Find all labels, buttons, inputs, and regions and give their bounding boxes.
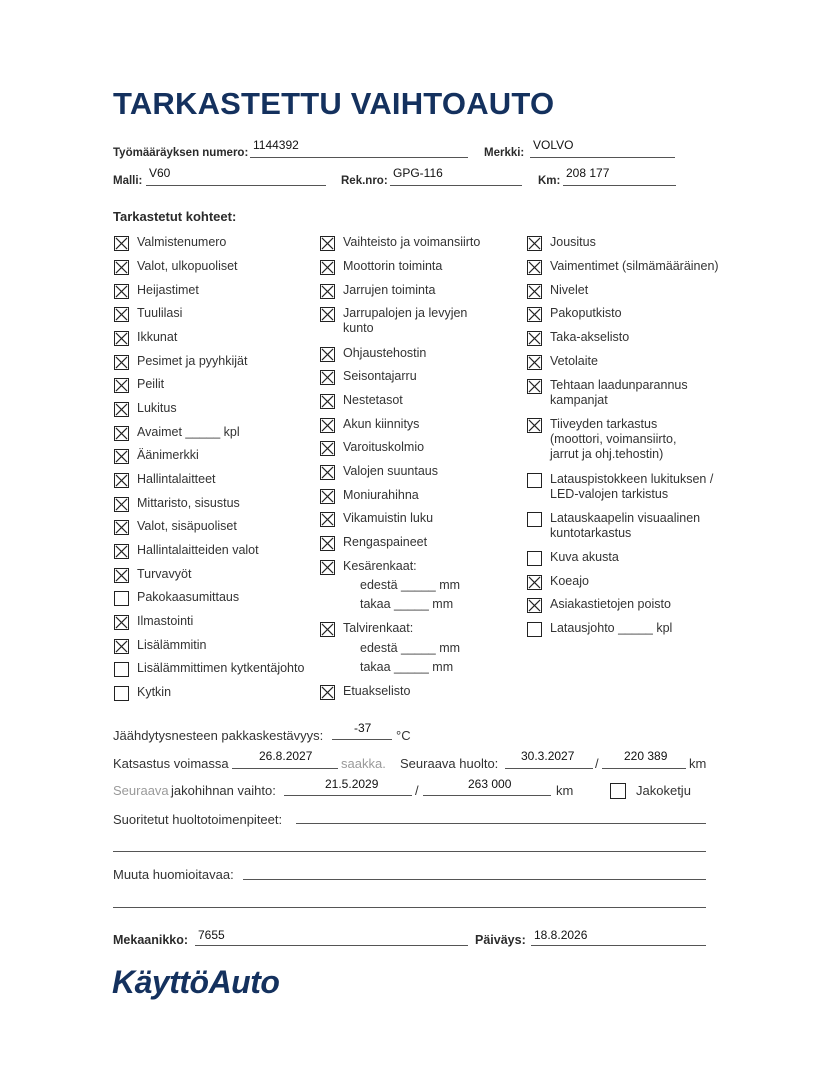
make-line — [530, 157, 675, 158]
checklist-item-label: Tiiveyden tarkastus (moottori, voimansiirto, jarrut ja ohj.tehostin) — [550, 417, 677, 461]
notes-line-1[interactable] — [243, 879, 706, 880]
checkbox-1-13[interactable] — [320, 560, 335, 575]
checklist-item-label: Latauskaapelin visuaalinen kuntotarkastus — [550, 511, 701, 540]
checkbox-2-3[interactable] — [527, 307, 542, 322]
reg-line — [390, 185, 522, 186]
checkbox-0-3[interactable] — [114, 307, 129, 322]
mechanic-line — [195, 945, 468, 946]
checkbox-0-0[interactable] — [114, 236, 129, 251]
checked-items-title: Tarkastetut kohteet: — [113, 209, 237, 224]
checklist-item-label: Peilit — [137, 377, 165, 391]
mechanic-label: Mekaanikko: — [113, 933, 189, 947]
checkbox-1-11[interactable] — [320, 512, 335, 527]
workorder-label: Työmääräyksen numero: — [113, 147, 249, 159]
make-field[interactable]: VOLVO — [533, 138, 574, 152]
checklist-item-label: Vikamuistin luku — [343, 511, 434, 525]
reg-field[interactable]: GPG-116 — [393, 166, 443, 180]
checklist-item-label: Taka-akselisto — [550, 330, 630, 344]
checklist-item-label: Vaimentimet (silmämääräinen) — [550, 259, 719, 273]
checkbox-1-3[interactable] — [320, 307, 335, 322]
checklist-item-label: Varoituskolmio — [343, 440, 425, 454]
coolant-field[interactable]: -37 — [354, 721, 372, 735]
model-line — [146, 185, 326, 186]
coolant-label: Jäähdytysnesteen pakkaskestävyys: — [113, 728, 324, 743]
coolant-unit: °C — [396, 728, 411, 743]
checklist-item-label: Vetolaite — [550, 354, 598, 368]
date-line — [531, 945, 706, 946]
workorder-line — [250, 157, 468, 158]
checklist-item-label: Akun kiinnitys — [343, 417, 420, 431]
checklist-item-label: Latauspistokkeen lukituksen / LED-valojen tarkistus — [550, 472, 714, 501]
make-label: Merkki: — [484, 147, 525, 159]
timing-chain-label: Jakoketju — [636, 783, 691, 798]
checklist-item-label: Tuulilasi — [137, 306, 183, 320]
checkbox-0-17[interactable] — [114, 639, 129, 654]
checklist-item-label: Kytkin — [137, 685, 172, 699]
checklist-item-label: Kuva akusta — [550, 550, 619, 564]
date-label: Päiväys: — [475, 933, 526, 947]
checkbox-2-6[interactable] — [527, 379, 542, 394]
coolant-line — [332, 739, 392, 740]
kayttoauto-logo: KäyttöAuto — [112, 964, 280, 1000]
checkbox-1-12[interactable] — [320, 536, 335, 551]
checkbox-1-1[interactable] — [320, 260, 335, 275]
checklist-item-label: Ilmastointi — [137, 614, 194, 628]
checkbox-0-7[interactable] — [114, 402, 129, 417]
checkbox-0-10[interactable] — [114, 473, 129, 488]
checklist-item-label: Lisälämmitin — [137, 638, 207, 652]
checklist-item-label: Jousitus — [550, 235, 596, 249]
checklist-item-label: Heijastimet — [137, 283, 199, 297]
checklist-item-label: Valot, sisäpuoliset — [137, 519, 237, 533]
next-service-km-unit: km — [689, 756, 707, 771]
checkbox-1-8[interactable] — [320, 441, 335, 456]
checklist-item-label: Avaimet _____ kpl — [137, 425, 240, 439]
checklist-item-label: Rengaspaineet — [343, 535, 428, 549]
checkbox-1-9[interactable] — [320, 465, 335, 480]
checkbox-0-18[interactable] — [114, 662, 129, 677]
inspection-line — [232, 768, 338, 769]
winter-front-depth[interactable]: edestä _____ mm — [360, 641, 461, 655]
inspection-suffix: saakka. — [341, 756, 386, 771]
checkbox-0-13[interactable] — [114, 544, 129, 559]
checkbox-2-9[interactable] — [527, 512, 542, 527]
notes-label: Muuta huomioitavaa: — [113, 867, 234, 882]
checkbox-2-1[interactable] — [527, 260, 542, 275]
checkbox-0-4[interactable] — [114, 331, 129, 346]
checkbox-2-12[interactable] — [527, 598, 542, 613]
next-service-km-field[interactable]: 220 389 — [624, 749, 668, 763]
checkbox-2-10[interactable] — [527, 551, 542, 566]
checkbox-0-12[interactable] — [114, 520, 129, 535]
checkbox-1-4[interactable] — [320, 347, 335, 362]
checklist-item-label: Nestetasot — [343, 393, 403, 407]
next-service-km-line — [602, 768, 686, 769]
checklist-item-label: Valmistenumero — [137, 235, 227, 249]
timing-chain-checkbox[interactable] — [610, 783, 626, 799]
checklist-item-label: Ohjaustehostin — [343, 346, 427, 360]
checkbox-1-15[interactable] — [320, 685, 335, 700]
checkbox-1-7[interactable] — [320, 418, 335, 433]
checkbox-0-2[interactable] — [114, 284, 129, 299]
checklist-item-label: Asiakastietojen poisto — [550, 597, 671, 611]
workorder-field[interactable]: 1144392 — [253, 138, 299, 152]
timing-belt-date-field[interactable]: 21.5.2029 — [325, 777, 379, 791]
service-done-line-1[interactable] — [296, 823, 706, 824]
inspection-label: Katsastus voimassa — [113, 756, 229, 771]
notes-line-2[interactable] — [113, 907, 706, 908]
checkbox-2-7[interactable] — [527, 418, 542, 433]
next-service-date-field[interactable]: 30.3.2027 — [521, 749, 575, 763]
checklist-item-label: Moniurahihna — [343, 488, 419, 502]
checkbox-2-4[interactable] — [527, 331, 542, 346]
summer-rear-depth[interactable]: takaa _____ mm — [360, 597, 454, 611]
checklist-item-label: Valojen suuntaus — [343, 464, 438, 478]
checkbox-0-16[interactable] — [114, 615, 129, 630]
timing-belt-label-faint: Seuraava — [113, 783, 169, 798]
inspection-field[interactable]: 26.8.2027 — [259, 749, 313, 763]
reg-label: Rek.nro: — [341, 175, 388, 187]
checklist-item-label: Valot, ulkopuoliset — [137, 259, 238, 273]
timing-belt-slash: / — [415, 783, 419, 798]
checklist-item-label: Jarrupalojen ja levyjen kunto — [343, 306, 468, 335]
checkbox-0-6[interactable] — [114, 378, 129, 393]
checkbox-0-9[interactable] — [114, 449, 129, 464]
timing-belt-date-line — [284, 795, 412, 796]
checklist-item-label: Nivelet — [550, 283, 589, 297]
checkbox-2-11[interactable] — [527, 575, 542, 590]
checkbox-2-5[interactable] — [527, 355, 542, 370]
next-service-slash: / — [595, 756, 599, 771]
checkbox-1-10[interactable] — [320, 489, 335, 504]
checklist-item-label: Seisontajarru — [343, 369, 417, 383]
checklist-item-label: Jarrujen toiminta — [343, 283, 436, 297]
winter-rear-depth[interactable]: takaa _____ mm — [360, 660, 454, 674]
checkbox-0-1[interactable] — [114, 260, 129, 275]
checklist-item-label: Kesärenkaat: — [343, 559, 417, 573]
checklist-item-label: Mittaristo, sisustus — [137, 496, 240, 510]
next-service-label: Seuraava huolto: — [400, 756, 499, 771]
checklist-item-label: Hallintalaitteet — [137, 472, 216, 486]
date-field[interactable]: 18.8.2026 — [534, 928, 588, 942]
checklist-item-label: Lukitus — [137, 401, 177, 415]
checklist-item-label: Hallintalaitteiden valot — [137, 543, 259, 557]
summer-front-depth[interactable]: edestä _____ mm — [360, 578, 461, 592]
checklist-item-label: Etuakselisto — [343, 684, 411, 698]
checkbox-2-13[interactable] — [527, 622, 542, 637]
checklist-item-label: Pakokaasumittaus — [137, 590, 240, 604]
mechanic-field[interactable]: 7655 — [198, 928, 225, 942]
checkbox-2-8[interactable] — [527, 473, 542, 488]
checkbox-0-5[interactable] — [114, 355, 129, 370]
checkbox-0-8[interactable] — [114, 426, 129, 441]
checklist-item-label: Pakoputkisto — [550, 306, 622, 320]
checklist-item-label: Latausjohto _____ kpl — [550, 621, 673, 635]
checklist-item-label: Moottorin toiminta — [343, 259, 443, 273]
model-field[interactable]: V60 — [149, 166, 171, 180]
km-line — [563, 185, 676, 186]
timing-belt-km-line — [423, 795, 551, 796]
checkbox-1-0[interactable] — [320, 236, 335, 251]
page-title: TARKASTETTU VAIHTOAUTO — [113, 86, 555, 121]
checkbox-2-2[interactable] — [527, 284, 542, 299]
next-service-date-line — [505, 768, 593, 769]
checkbox-0-11[interactable] — [114, 497, 129, 512]
checklist-item-label: Vaihteisto ja voimansiirto — [343, 235, 481, 249]
checklist-item-label: Ikkunat — [137, 330, 178, 344]
checkbox-1-5[interactable] — [320, 370, 335, 385]
checkbox-0-14[interactable] — [114, 568, 129, 583]
timing-belt-label: jakohihnan vaihto: — [171, 783, 276, 798]
checkbox-1-14[interactable] — [320, 622, 335, 637]
checklist-item-label: Talvirenkaat: — [343, 621, 414, 635]
timing-belt-km-field[interactable]: 263 000 — [468, 777, 512, 791]
checklist-item-label: Turvavyöt — [137, 567, 192, 581]
service-done-label: Suoritetut huoltotoimenpiteet: — [113, 812, 283, 827]
km-label: Km: — [538, 175, 561, 187]
timing-belt-km-unit: km — [556, 783, 574, 798]
checklist-item-label: Pesimet ja pyyhkijät — [137, 354, 248, 368]
model-label: Malli: — [113, 175, 143, 187]
checkbox-2-0[interactable] — [527, 236, 542, 251]
checkbox-0-19[interactable] — [114, 686, 129, 701]
km-field[interactable]: 208 177 — [566, 166, 610, 180]
checklist-item-label: Lisälämmittimen kytkentäjohto — [137, 661, 305, 675]
checkbox-0-15[interactable] — [114, 591, 129, 606]
checklist-item-label: Äänimerkki — [137, 448, 199, 462]
checklist-item-label: Tehtaan laadunparannus kampanjat — [550, 378, 688, 407]
service-done-line-2[interactable] — [113, 851, 706, 852]
checkbox-1-6[interactable] — [320, 394, 335, 409]
checklist-item-label: Koeajo — [550, 574, 589, 588]
checkbox-1-2[interactable] — [320, 284, 335, 299]
